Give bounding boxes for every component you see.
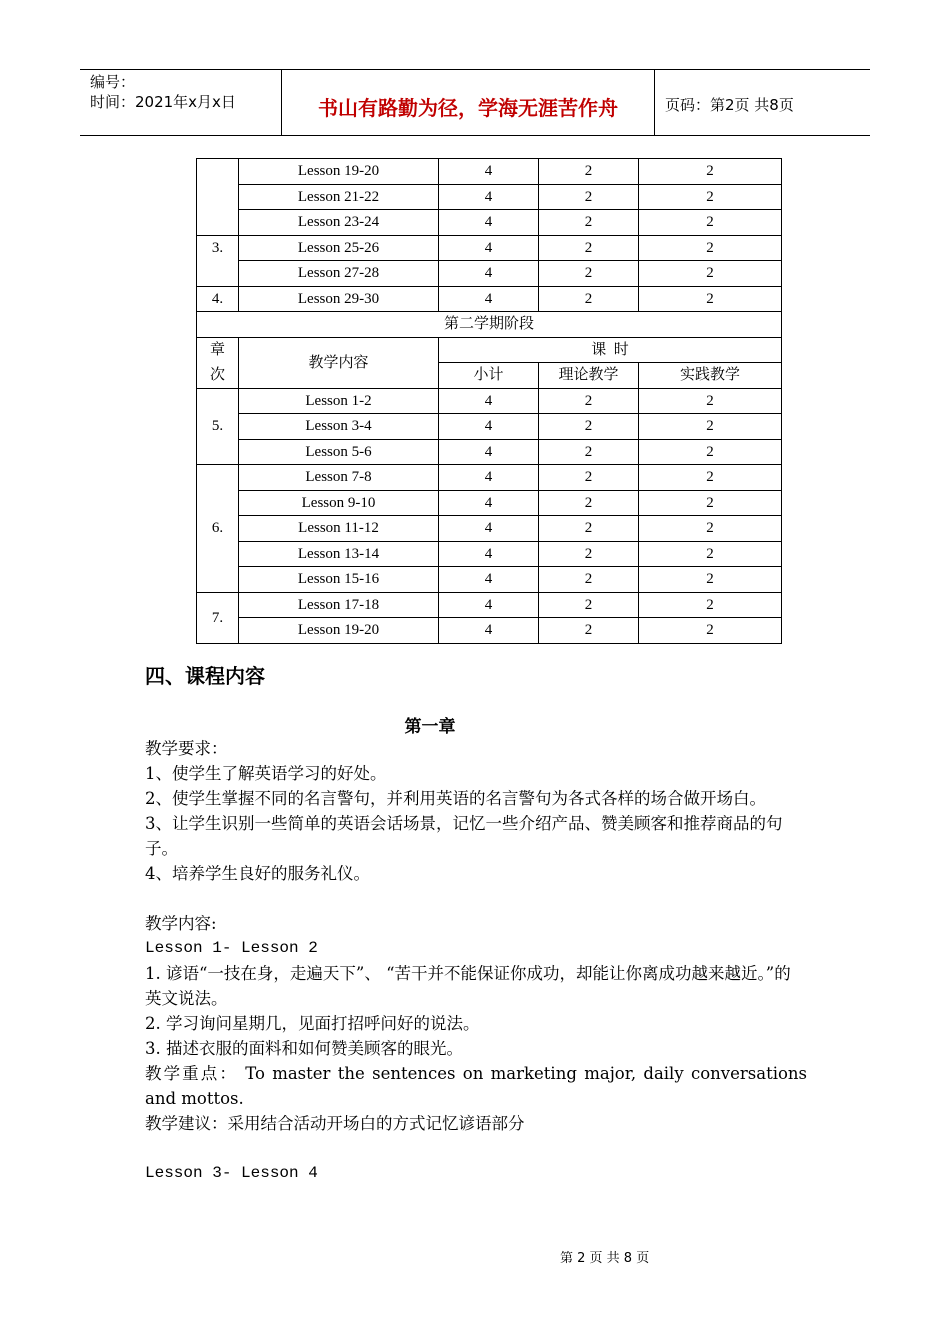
spacer <box>145 1136 807 1161</box>
subtotal-cell: 4 <box>439 235 539 261</box>
chapter-cell: 6. <box>197 465 239 593</box>
subtotal-cell: 4 <box>439 516 539 542</box>
header-content: 教学内容 <box>239 337 439 388</box>
theory-cell: 2 <box>539 592 639 618</box>
subtotal-cell: 4 <box>439 184 539 210</box>
practice-cell: 2 <box>639 567 782 593</box>
table-row <box>197 286 782 312</box>
schedule-table <box>196 158 782 644</box>
table-row <box>197 388 782 414</box>
table-row <box>197 516 782 542</box>
practice-cell: 2 <box>639 541 782 567</box>
theory-cell: 2 <box>539 490 639 516</box>
theory-cell: 2 <box>539 235 639 261</box>
chapter-title: 第一章 <box>404 717 456 737</box>
header-divider-right <box>654 69 655 136</box>
table-row <box>197 210 782 236</box>
chapter-cell: 5. <box>197 388 239 465</box>
lesson-cell: Lesson 5-6 <box>239 439 439 465</box>
subtotal-cell: 4 <box>439 592 539 618</box>
teaching-suggestion: 教学建议：采用结合活动开场白的方式记忆谚语部分 <box>145 1114 525 1133</box>
subtotal-cell: 4 <box>439 210 539 236</box>
table-row <box>197 312 782 338</box>
lesson-cell: Lesson 13-14 <box>239 541 439 567</box>
requirement-item: 1、使学生了解英语学习的好处。 <box>145 764 387 783</box>
lesson-cell: Lesson 19-20 <box>239 618 439 644</box>
lesson-cell: Lesson 1-2 <box>239 388 439 414</box>
lesson-cell: Lesson 3-4 <box>239 414 439 440</box>
table-row <box>197 184 782 210</box>
practice-cell: 2 <box>639 465 782 491</box>
requirement-item: 2、使学生掌握不同的名言警句，并利用英语的名言警句为各式各样的场合做开场白。 <box>145 789 766 808</box>
theory-cell: 2 <box>539 184 639 210</box>
content-item: 2. 学习询问星期几，见面打招呼问好的说法。 <box>145 1014 480 1033</box>
lesson-cell: Lesson 17-18 <box>239 592 439 618</box>
theory-cell: 2 <box>539 159 639 185</box>
lesson-cell: Lesson 21-22 <box>239 184 439 210</box>
header-bottom-rule <box>80 135 870 136</box>
lesson-cell: Lesson 7-8 <box>239 465 439 491</box>
header-motto: 书山有路勤为径，学海无涯苦作舟 <box>318 96 618 120</box>
header-chapter: 章次 <box>197 337 239 388</box>
table-row <box>197 235 782 261</box>
practice-cell: 2 <box>639 618 782 644</box>
chapter-cell <box>197 159 239 236</box>
table-row <box>197 439 782 465</box>
practice-cell: 2 <box>639 210 782 236</box>
chapter-cell: 4. <box>197 286 239 312</box>
theory-cell: 2 <box>539 618 639 644</box>
course-content-body <box>145 736 807 1186</box>
practice-cell: 2 <box>639 516 782 542</box>
practice-cell: 2 <box>639 159 782 185</box>
table-row <box>197 541 782 567</box>
lesson-cell: Lesson 27-28 <box>239 261 439 287</box>
lesson-cell: Lesson 15-16 <box>239 567 439 593</box>
table-row <box>197 592 782 618</box>
section-title: 四、课程内容 <box>145 664 265 688</box>
lesson-range: Lesson 3- Lesson 4 <box>145 1164 318 1182</box>
subtotal-cell: 4 <box>439 439 539 465</box>
practice-cell: 2 <box>639 184 782 210</box>
chapter-cell: 3. <box>197 235 239 286</box>
subtotal-cell: 4 <box>439 388 539 414</box>
semester-label: 第二学期阶段 <box>197 312 782 338</box>
theory-cell: 2 <box>539 261 639 287</box>
table-row <box>197 159 782 185</box>
lesson-range: Lesson 1- Lesson 2 <box>145 939 318 957</box>
header-hours: 课 时 <box>439 337 782 363</box>
theory-cell: 2 <box>539 516 639 542</box>
subtotal-cell: 4 <box>439 465 539 491</box>
lesson-cell: Lesson 25-26 <box>239 235 439 261</box>
practice-cell: 2 <box>639 414 782 440</box>
table-row <box>197 490 782 516</box>
subtotal-cell: 4 <box>439 286 539 312</box>
header-practice: 实践教学 <box>639 363 782 389</box>
table-row <box>197 465 782 491</box>
practice-cell: 2 <box>639 388 782 414</box>
lesson-cell: Lesson 11-12 <box>239 516 439 542</box>
practice-cell: 2 <box>639 490 782 516</box>
table-row <box>197 414 782 440</box>
theory-cell: 2 <box>539 439 639 465</box>
header-meta <box>90 72 236 112</box>
practice-cell: 2 <box>639 261 782 287</box>
table-row <box>197 618 782 644</box>
theory-cell: 2 <box>539 567 639 593</box>
chapter-cell: 7. <box>197 592 239 643</box>
number-label: 编号： <box>90 73 136 91</box>
subtotal-cell: 4 <box>439 567 539 593</box>
subtotal-cell: 4 <box>439 261 539 287</box>
header-subtotal: 小计 <box>439 363 539 389</box>
header-page-info: 页码：第2页 共8页 <box>665 96 794 114</box>
practice-cell: 2 <box>639 286 782 312</box>
lesson-cell: Lesson 9-10 <box>239 490 439 516</box>
content-item: 1. 谚语“一技在身，走遍天下”、 “苦干并不能保证你成功，却能让你离成功越来越近。”的英文说法。 <box>145 964 791 1008</box>
subtotal-cell: 4 <box>439 490 539 516</box>
page-footer: 第 2 页 共 8 页 <box>560 1251 650 1266</box>
theory-cell: 2 <box>539 414 639 440</box>
content-label: 教学内容: <box>145 914 217 933</box>
content-item: 3. 描述衣服的面料和如何赞美顾客的眼光。 <box>145 1039 463 1058</box>
subtotal-cell: 4 <box>439 159 539 185</box>
subtotal-cell: 4 <box>439 414 539 440</box>
lesson-cell: Lesson 29-30 <box>239 286 439 312</box>
subtotal-cell: 4 <box>439 618 539 644</box>
requirement-item: 3、让学生识别一些简单的英语会话场景，记忆一些介绍产品、赞美顾客和推荐商品的句子。 <box>145 814 783 858</box>
practice-cell: 2 <box>639 592 782 618</box>
requirement-item: 4、培养学生良好的服务礼仪。 <box>145 864 370 883</box>
theory-cell: 2 <box>539 210 639 236</box>
practice-cell: 2 <box>639 439 782 465</box>
spacer <box>145 886 807 911</box>
header-top-rule <box>80 69 870 70</box>
theory-cell: 2 <box>539 286 639 312</box>
table-row <box>197 261 782 287</box>
time-label: 时间：2021年x月x日 <box>90 93 236 111</box>
table-row <box>197 567 782 593</box>
theory-cell: 2 <box>539 465 639 491</box>
key-points: 教学重点： To master the sentences on marketing major, daily conversations and mottos. <box>145 1064 807 1108</box>
theory-cell: 2 <box>539 388 639 414</box>
requirements-label: 教学要求： <box>145 739 228 758</box>
table-header-row <box>197 337 782 363</box>
practice-cell: 2 <box>639 235 782 261</box>
lesson-cell: Lesson 23-24 <box>239 210 439 236</box>
header-theory: 理论教学 <box>539 363 639 389</box>
theory-cell: 2 <box>539 541 639 567</box>
lesson-cell: Lesson 19-20 <box>239 159 439 185</box>
subtotal-cell: 4 <box>439 541 539 567</box>
